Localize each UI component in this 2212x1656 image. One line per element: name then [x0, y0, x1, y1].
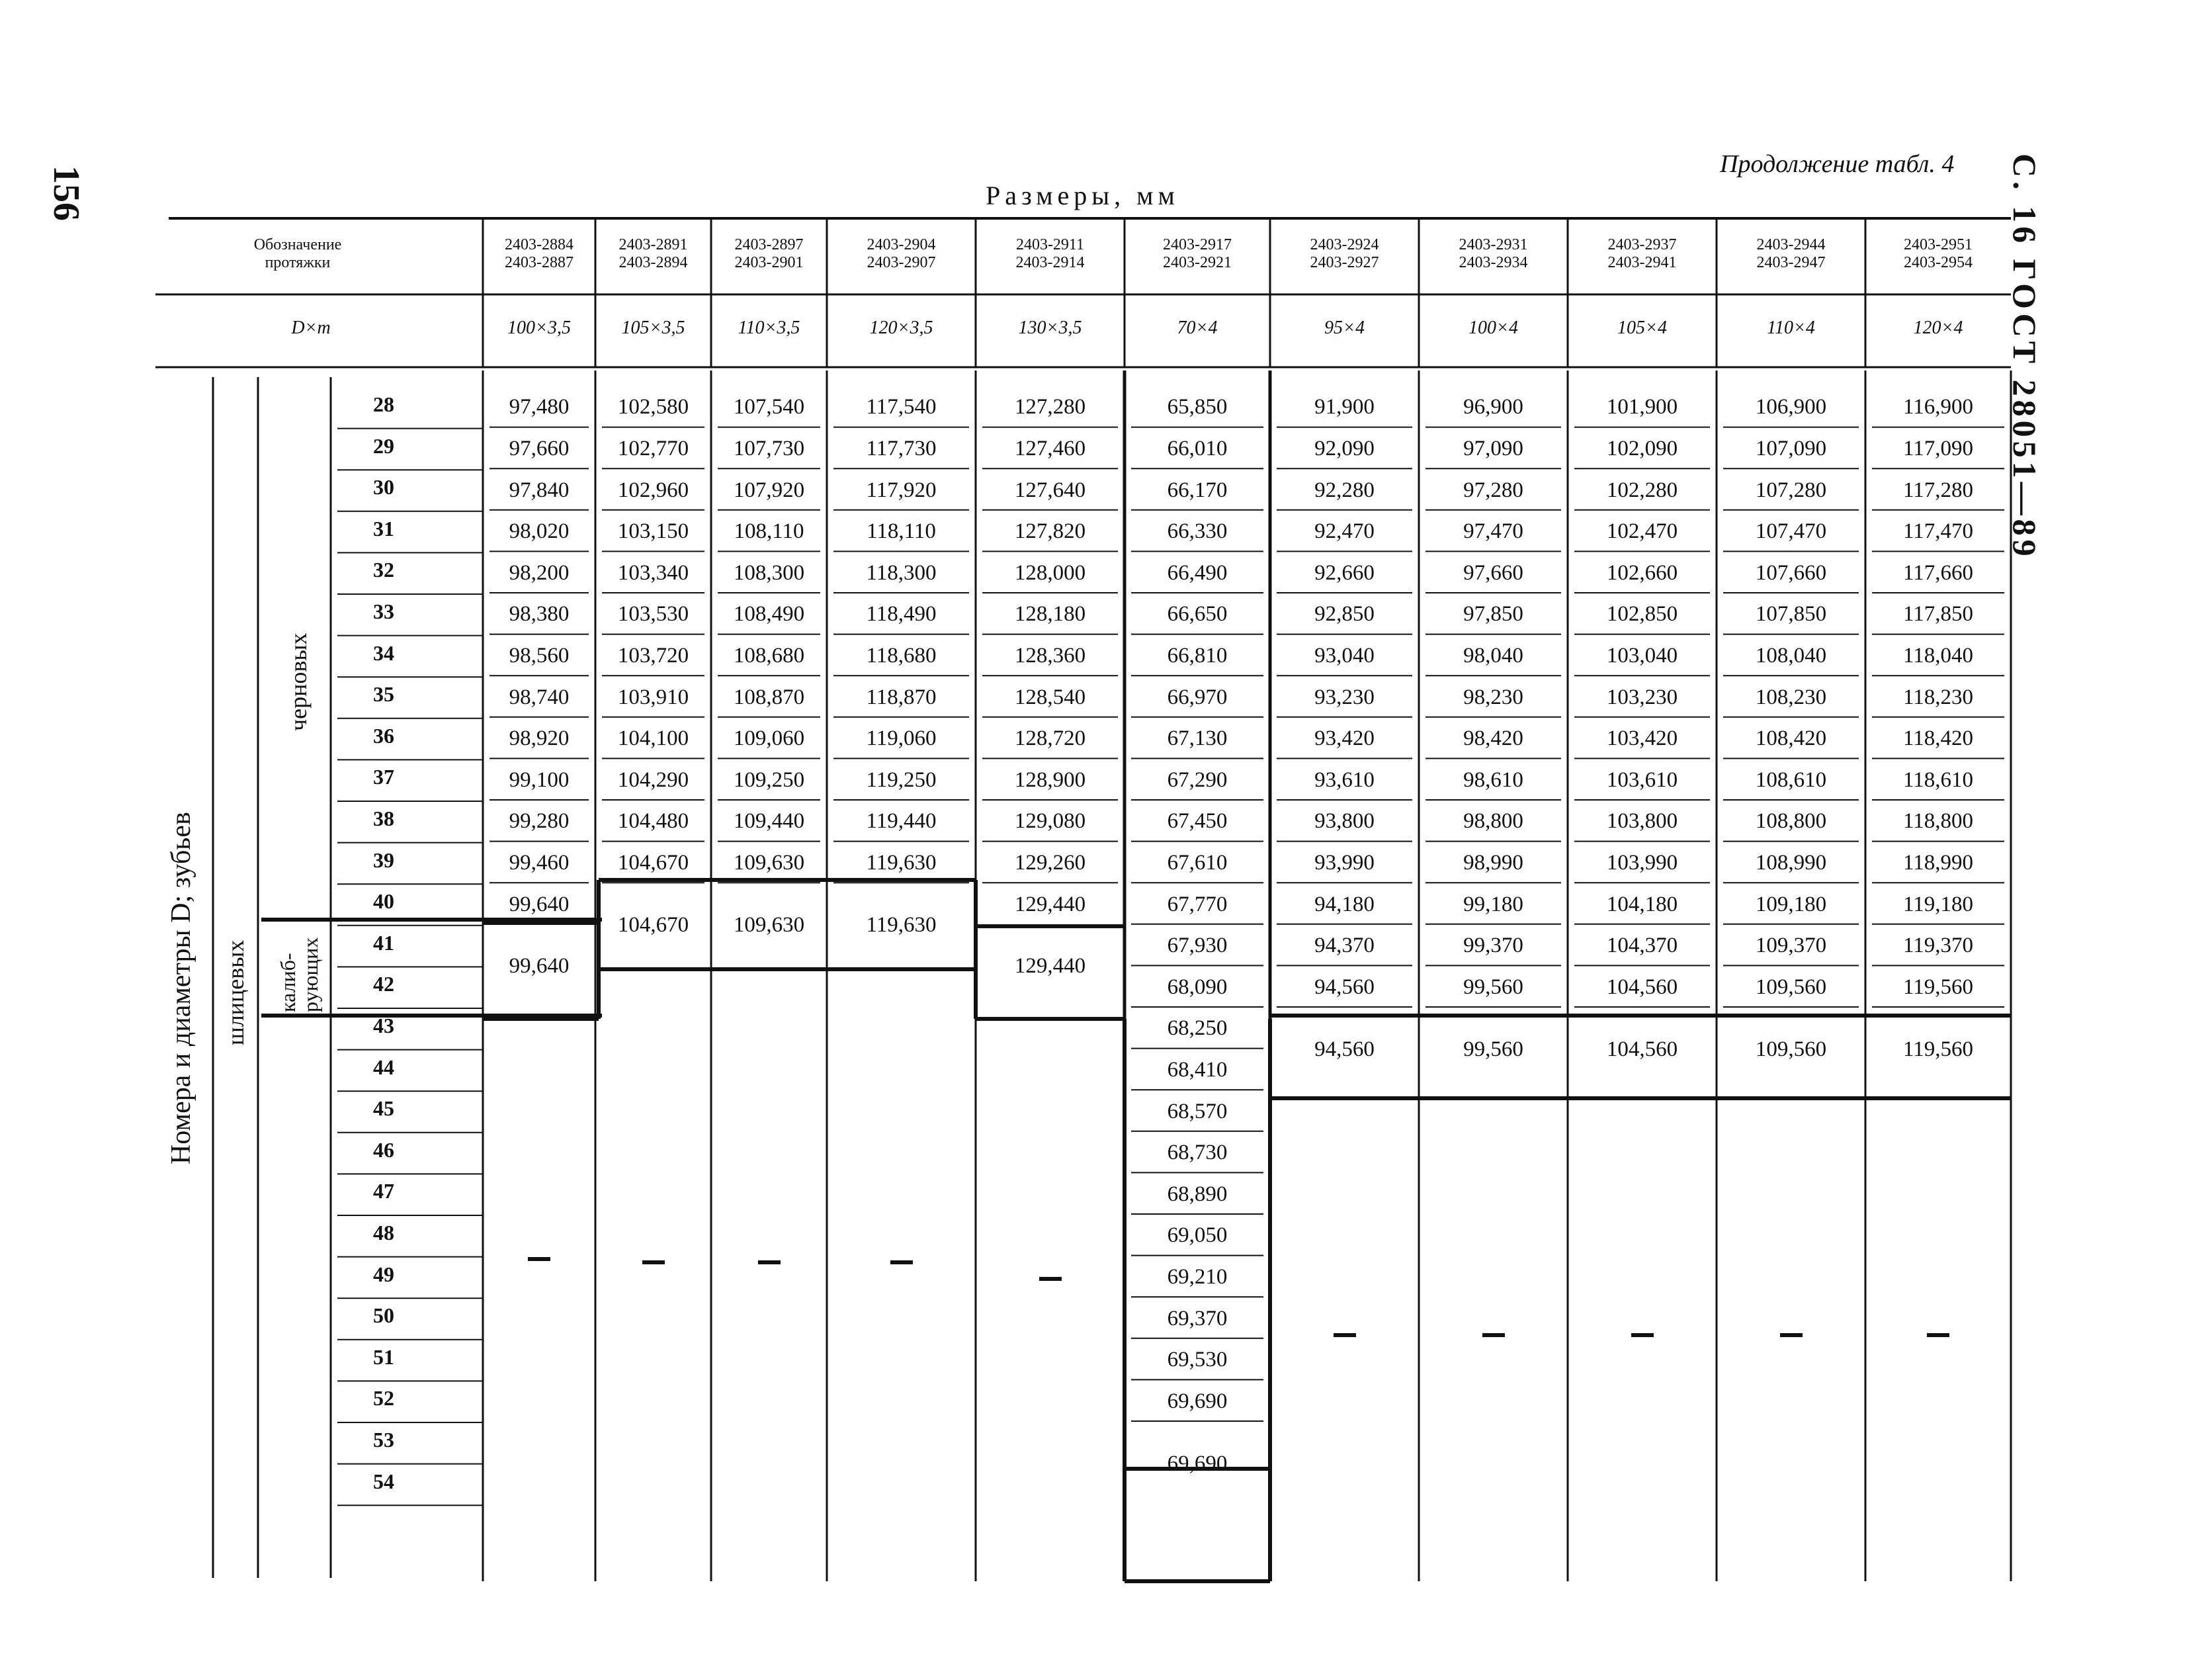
table-cell: 118,490 — [866, 602, 937, 627]
table-cell: 98,920 — [509, 726, 570, 751]
table-cell: 128,000 — [1014, 560, 1086, 585]
table-cell: 118,040 — [1902, 643, 1974, 668]
table-cell: 94,560 — [1314, 1037, 1375, 1061]
table-cell: 102,660 — [1606, 560, 1678, 585]
table-cell: 103,040 — [1606, 643, 1678, 668]
table-cell: 128,900 — [1014, 767, 1086, 792]
table-cell: 118,990 — [1902, 850, 1974, 875]
empty-dash — [1334, 1333, 1356, 1337]
column-code: 2403-2884 2403-2887 — [505, 236, 574, 271]
table-cell: 107,090 — [1755, 436, 1827, 460]
table-cell: 102,470 — [1606, 519, 1678, 544]
table-cell: 67,930 — [1167, 934, 1228, 958]
column-code: 2403-2931 2403-2934 — [1459, 236, 1528, 271]
table-cell: 106,900 — [1755, 395, 1827, 419]
table-cell: 118,680 — [866, 643, 937, 668]
table-cell: 98,990 — [1463, 850, 1523, 875]
table-cell: 99,560 — [1463, 975, 1523, 999]
empty-dash — [1631, 1333, 1654, 1337]
table-cell: 108,610 — [1755, 767, 1827, 792]
table-cell: 99,560 — [1463, 1037, 1523, 1061]
table-cell: 97,480 — [509, 395, 570, 419]
rough-label: черновых — [285, 632, 312, 731]
table-cell: 102,090 — [1606, 436, 1678, 460]
table-cell: 108,680 — [733, 643, 805, 668]
row-number: 41 — [373, 930, 394, 955]
table-cell: 102,960 — [617, 478, 689, 502]
table-cell: 92,470 — [1314, 519, 1375, 544]
table-cell: 107,920 — [733, 478, 805, 502]
table-cell: 99,100 — [509, 767, 570, 792]
column-dxm: 110×3,5 — [738, 318, 800, 338]
table-cell: 119,630 — [866, 912, 937, 937]
table-cell: 102,280 — [1606, 478, 1678, 502]
empty-dash — [758, 1260, 781, 1264]
table-cell: 97,850 — [1463, 602, 1523, 627]
row-number: 29 — [373, 433, 394, 458]
table-cell: 117,920 — [866, 478, 937, 502]
column-code: 2403-2911 2403-2914 — [1015, 236, 1085, 271]
continuation-note: Продолжение табл. 4 — [1720, 150, 1955, 178]
table-cell: 118,870 — [866, 685, 937, 709]
designation-label: Обозначение протяжки — [253, 236, 342, 271]
table-cell: 128,720 — [1014, 726, 1086, 751]
table-cell: 107,850 — [1755, 602, 1827, 627]
row-number: 54 — [373, 1469, 394, 1493]
table-cell: 103,420 — [1606, 726, 1678, 751]
table-cell: 94,370 — [1314, 934, 1375, 958]
column-code: 2403-2944 2403-2947 — [1756, 236, 1826, 271]
table-cell: 92,090 — [1314, 436, 1375, 460]
table-cell: 103,990 — [1606, 850, 1678, 875]
column-code: 2403-2937 2403-2941 — [1607, 236, 1677, 271]
row-number: 37 — [373, 765, 394, 789]
row-number: 28 — [373, 392, 394, 416]
table-cell: 104,560 — [1606, 975, 1678, 999]
table-cell: 109,560 — [1755, 975, 1827, 999]
table-cell: 117,730 — [866, 436, 937, 460]
table-cell: 98,800 — [1463, 809, 1523, 834]
spline-label: шлицевых — [222, 939, 249, 1045]
table-cell: 108,300 — [733, 560, 805, 585]
column-code: 2403-2951 2403-2954 — [1904, 236, 1973, 271]
column-dxm: 100×3,5 — [507, 318, 571, 338]
column-dxm: 105×4 — [1617, 318, 1667, 338]
row-number: 50 — [373, 1303, 394, 1328]
table-cell: 109,060 — [733, 726, 805, 751]
table-cell: 107,730 — [733, 436, 805, 460]
column-code: 2403-2897 2403-2901 — [734, 236, 804, 271]
table-cell: 104,670 — [617, 912, 689, 937]
table-cell: 68,730 — [1167, 1141, 1228, 1165]
row-number: 52 — [373, 1386, 394, 1411]
column-dxm: 70×4 — [1177, 318, 1218, 338]
table-cell: 109,440 — [733, 809, 805, 834]
table-cell: 127,460 — [1014, 436, 1086, 460]
table-cell: 103,530 — [617, 602, 689, 627]
empty-dash — [1780, 1333, 1803, 1337]
table-cell: 94,180 — [1314, 892, 1375, 916]
table-cell: 108,110 — [734, 519, 804, 544]
table-cell: 91,900 — [1314, 395, 1375, 419]
table-cell: 99,640 — [509, 954, 570, 979]
row-number: 40 — [373, 889, 394, 914]
table-cell: 118,610 — [1902, 767, 1974, 792]
table-cell: 98,610 — [1463, 767, 1523, 792]
table-cell: 97,660 — [1463, 560, 1523, 585]
table-cell: 66,650 — [1167, 602, 1228, 627]
page-number: 156 — [46, 165, 87, 221]
main-row-label: Номера и диаметры D; зубьев — [166, 812, 196, 1164]
table-cell: 107,660 — [1755, 560, 1827, 585]
table-cell: 104,290 — [617, 767, 689, 792]
table-cell: 109,250 — [733, 767, 805, 792]
table-cell: 97,280 — [1463, 478, 1523, 502]
table-cell: 68,090 — [1167, 975, 1228, 999]
table-cell: 127,280 — [1014, 395, 1086, 419]
table-cell: 109,370 — [1755, 934, 1827, 958]
table-cell: 66,490 — [1167, 560, 1228, 585]
row-number: 44 — [373, 1055, 394, 1079]
column-dxm: 120×4 — [1913, 318, 1963, 338]
table-cell: 98,200 — [509, 560, 570, 585]
table-cell: 69,690 — [1167, 1389, 1228, 1413]
table-cell: 104,480 — [617, 809, 689, 834]
row-number: 35 — [373, 682, 394, 707]
table-cell: 69,050 — [1167, 1223, 1228, 1248]
table-cell: 119,560 — [1902, 975, 1974, 999]
table-cell: 117,660 — [1902, 560, 1974, 585]
table-cell: 92,280 — [1314, 478, 1375, 502]
row-number: 30 — [373, 475, 394, 500]
table-cell: 109,180 — [1755, 892, 1827, 916]
row-number: 46 — [373, 1137, 394, 1162]
table-cell: 118,230 — [1902, 685, 1974, 709]
table-cell: 119,180 — [1902, 892, 1974, 916]
table-cell: 68,890 — [1167, 1182, 1228, 1206]
table-cell: 107,470 — [1755, 519, 1827, 544]
table-cell: 94,560 — [1314, 975, 1375, 999]
row-number: 36 — [373, 723, 394, 748]
empty-dash — [1482, 1333, 1505, 1337]
table-cell: 127,640 — [1014, 478, 1086, 502]
table-cell: 103,800 — [1606, 809, 1678, 834]
column-dxm: 100×4 — [1468, 318, 1518, 338]
table-cell: 69,370 — [1167, 1306, 1228, 1330]
table-cell: 118,800 — [1902, 809, 1974, 834]
table-cell: 109,560 — [1755, 1037, 1827, 1061]
row-number: 53 — [373, 1428, 394, 1452]
table-cell: 117,280 — [1902, 478, 1974, 502]
table-cell: 104,180 — [1606, 892, 1678, 916]
table-cell: 129,260 — [1014, 850, 1086, 875]
table-cell: 103,230 — [1606, 685, 1678, 709]
column-dxm: 130×3,5 — [1018, 318, 1082, 338]
table-cell: 98,380 — [509, 602, 570, 627]
table-cell: 93,040 — [1314, 643, 1375, 668]
table-cell: 109,630 — [733, 850, 805, 875]
table-cell: 93,230 — [1314, 685, 1375, 709]
table-cell: 119,440 — [866, 809, 937, 834]
row-number: 31 — [373, 516, 394, 541]
row-number: 39 — [373, 848, 394, 872]
table-cell: 103,910 — [617, 685, 689, 709]
table-cell: 102,770 — [617, 436, 689, 460]
table-cell: 93,420 — [1314, 726, 1375, 751]
table-cell: 108,870 — [733, 685, 805, 709]
table-cell: 128,360 — [1014, 643, 1086, 668]
table-cell: 103,340 — [617, 560, 689, 585]
dxm-label: D×m — [291, 318, 331, 338]
table-cell: 97,660 — [509, 436, 570, 460]
table-cell: 99,370 — [1463, 934, 1523, 958]
row-number: 45 — [373, 1096, 394, 1121]
table-cell: 69,210 — [1167, 1264, 1228, 1289]
column-code: 2403-2904 2403-2907 — [867, 236, 936, 271]
table-cell: 116,900 — [1902, 395, 1974, 419]
table-cell: 92,850 — [1314, 602, 1375, 627]
table-cell: 98,020 — [509, 519, 570, 544]
column-code: 2403-2891 2403-2894 — [618, 236, 688, 271]
table-cell: 128,540 — [1014, 685, 1086, 709]
row-number: 43 — [373, 1014, 394, 1037]
side-header: С. 16 ГОСТ 28051—89 — [2006, 153, 2043, 560]
table-cell: 107,540 — [733, 395, 805, 419]
row-number: 42 — [373, 972, 394, 996]
table-cell: 119,630 — [866, 850, 937, 875]
row-number: 33 — [373, 599, 394, 623]
column-dxm: 95×4 — [1324, 318, 1365, 338]
table-cell: 67,290 — [1167, 767, 1228, 792]
table-cell: 108,990 — [1755, 850, 1827, 875]
table-cell: 101,900 — [1606, 395, 1678, 419]
table-cell: 66,330 — [1167, 519, 1228, 544]
table-cell: 102,850 — [1606, 602, 1678, 627]
table-cell: 108,490 — [733, 602, 805, 627]
column-dxm: 110×4 — [1767, 318, 1815, 338]
table-cell: 108,420 — [1755, 726, 1827, 751]
table-cell: 98,740 — [509, 685, 570, 709]
table-cell: 99,180 — [1463, 892, 1523, 916]
table-cell: 119,560 — [1902, 1037, 1974, 1061]
table-cell: 118,420 — [1902, 726, 1974, 751]
empty-dash — [642, 1260, 665, 1264]
table-cell: 104,100 — [617, 726, 689, 751]
table-cell: 103,720 — [617, 643, 689, 668]
table-cell: 117,850 — [1902, 602, 1974, 627]
row-number: 38 — [373, 806, 394, 830]
table-cell: 129,080 — [1014, 809, 1086, 834]
table-cell: 96,900 — [1463, 395, 1523, 419]
table-cell: 98,040 — [1463, 643, 1523, 668]
table-cell: 67,610 — [1167, 850, 1228, 875]
table-cell: 98,420 — [1463, 726, 1523, 751]
empty-dash — [528, 1257, 550, 1261]
table-cell: 93,990 — [1314, 850, 1375, 875]
calib-label: калиб- рующих — [276, 937, 322, 1012]
table-cell: 93,800 — [1314, 809, 1375, 834]
table-cell: 66,010 — [1167, 436, 1228, 460]
table-cell: 69,690 — [1167, 1451, 1228, 1475]
table-cell: 66,970 — [1167, 685, 1228, 709]
table-cell: 93,610 — [1314, 767, 1375, 792]
table-cell: 118,300 — [866, 560, 937, 585]
table-cell: 107,280 — [1755, 478, 1827, 502]
column-dxm: 120×3,5 — [869, 318, 933, 338]
column-dxm: 105×3,5 — [621, 318, 685, 338]
empty-dash — [1927, 1333, 1949, 1337]
table-cell: 92,660 — [1314, 560, 1375, 585]
table-cell: 117,470 — [1902, 519, 1974, 544]
table-cell: 119,250 — [866, 767, 937, 792]
table-cell: 98,230 — [1463, 685, 1523, 709]
table-cell: 66,810 — [1167, 643, 1228, 668]
table-cell: 104,370 — [1606, 934, 1678, 958]
table-cell: 65,850 — [1167, 395, 1228, 419]
table-cell: 67,130 — [1167, 726, 1228, 751]
table-cell: 104,560 — [1606, 1037, 1678, 1061]
row-number: 51 — [373, 1344, 394, 1369]
table-cell: 117,540 — [866, 395, 937, 419]
table-cell: 97,470 — [1463, 519, 1523, 544]
table-cell: 99,460 — [509, 850, 570, 875]
row-number: 48 — [373, 1221, 394, 1244]
column-code: 2403-2917 2403-2921 — [1163, 236, 1232, 271]
empty-dash — [1039, 1277, 1062, 1281]
table-cell: 119,370 — [1902, 934, 1974, 958]
table-cell: 99,640 — [509, 892, 570, 916]
table-cell: 108,040 — [1755, 643, 1827, 668]
table-cell: 108,230 — [1755, 685, 1827, 709]
row-number: 32 — [373, 558, 394, 582]
table-cell: 129,440 — [1014, 954, 1086, 979]
table-cell: 102,580 — [617, 395, 689, 419]
empty-dash — [890, 1260, 913, 1264]
table-cell: 128,180 — [1014, 602, 1086, 627]
table-cell: 97,090 — [1463, 436, 1523, 460]
column-code: 2403-2924 2403-2927 — [1310, 236, 1379, 271]
table-cell: 99,280 — [509, 809, 570, 834]
table-cell: 98,560 — [509, 643, 570, 668]
table-cell: 118,110 — [867, 519, 936, 544]
table-cell: 117,090 — [1902, 436, 1974, 460]
table-cell: 69,530 — [1167, 1348, 1228, 1372]
row-number: 49 — [373, 1262, 394, 1286]
table-cell: 127,820 — [1014, 519, 1086, 544]
table-cell: 68,250 — [1167, 1016, 1228, 1041]
row-number: 34 — [373, 640, 394, 665]
table-cell: 119,060 — [866, 726, 937, 751]
table-cell: 68,410 — [1167, 1057, 1228, 1082]
table-cell: 68,570 — [1167, 1099, 1228, 1123]
table-cell: 67,450 — [1167, 809, 1228, 834]
table-title: Размеры, мм — [986, 181, 1179, 210]
table-cell: 103,610 — [1606, 767, 1678, 792]
table-cell: 67,770 — [1167, 892, 1228, 916]
table-cell: 97,840 — [509, 478, 570, 502]
row-number: 47 — [373, 1179, 394, 1203]
table-cell: 129,440 — [1014, 892, 1086, 916]
table-cell: 108,800 — [1755, 809, 1827, 834]
table-cell: 103,150 — [617, 519, 689, 544]
table-cell: 104,670 — [617, 850, 689, 875]
table-cell: 109,630 — [733, 912, 805, 937]
table-cell: 66,170 — [1167, 478, 1228, 502]
